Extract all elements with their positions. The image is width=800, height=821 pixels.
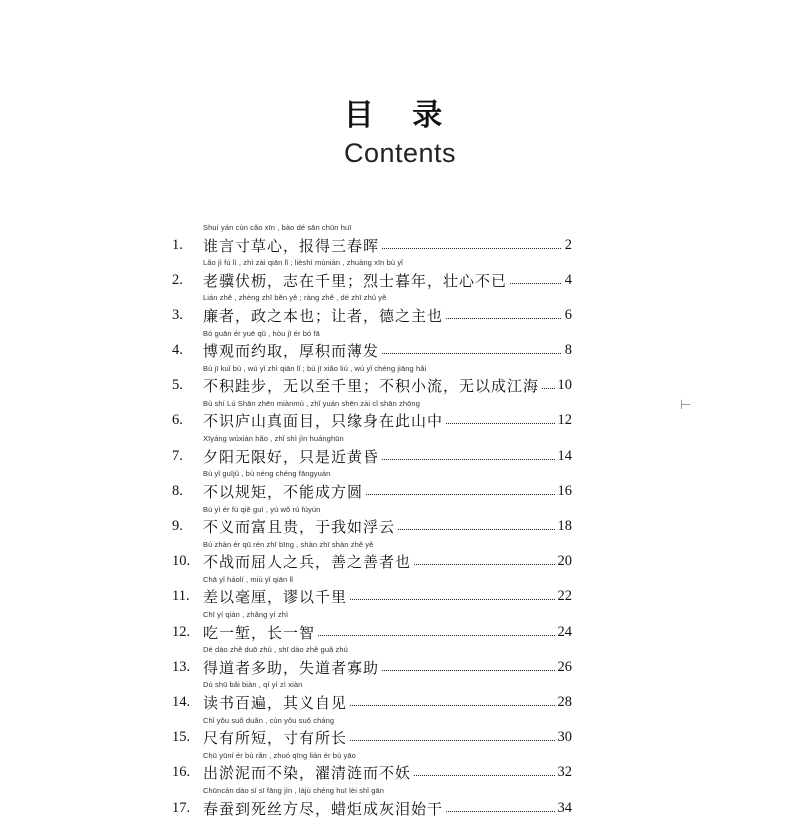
toc-entry[interactable] — [172, 645, 572, 680]
toc-entry-pinyin: Lián zhě , zhèng zhī běn yě ; ràng zhě , dé zhī zhǔ yě — [203, 293, 387, 303]
toc-entry-page-number: 34 — [557, 799, 572, 816]
toc-entry-title: 出淤泥而不染，濯清涟而不妖 — [203, 764, 412, 783]
toc-entry-page-number: 12 — [557, 412, 572, 429]
toc-entry-title: 夕阳无限好，只是近黄昏 — [203, 447, 380, 466]
toc-entry[interactable] — [172, 751, 572, 786]
toc-entry-pinyin: Bú zhàn ér qū rén zhī bīng , shàn zhī shàn zhě yě — [203, 539, 374, 549]
toc-entry-title: 不积跬步，无以至千里；不积小流，无以成江海 — [203, 377, 540, 396]
toc-entry-number: 7. — [172, 447, 183, 464]
toc-entry-number: 10. — [172, 553, 191, 570]
toc-entry-title: 尺有所短，寸有所长 — [203, 729, 348, 748]
toc-entry-number: 17. — [172, 799, 191, 816]
toc-entry-number: 6. — [172, 412, 183, 429]
toc-entry-pinyin: Bù jī kuǐ bù , wú yǐ zhì qiān lǐ ; bù jī xiǎo liú , wú yǐ chéng jiāng hǎi — [203, 363, 427, 373]
toc-entry-number: 5. — [172, 377, 183, 394]
toc-entry-pinyin: Bó guān ér yuē qǔ , hòu jī ér bó fā — [203, 328, 320, 338]
toc-entry[interactable] — [172, 258, 572, 293]
toc-entry-page-number: 30 — [557, 729, 572, 746]
toc-entry-title: 得道者多助，失道者寡助 — [203, 658, 380, 677]
dot-leader — [446, 811, 554, 812]
toc-entry-number: 16. — [172, 764, 191, 781]
toc-entry-page-number: 2 — [564, 236, 572, 253]
toc-entry-number: 11. — [172, 588, 190, 605]
toc-entry-title: 老骥伏枥，志在千里；烈士暮年，壮心不已 — [203, 271, 508, 290]
dot-leader — [510, 283, 561, 284]
toc-entry-page-number: 26 — [557, 658, 572, 675]
dot-leader — [414, 564, 554, 565]
toc-entry-title: 谁言寸草心，报得三春晖 — [203, 236, 380, 255]
table-of-contents — [172, 223, 572, 821]
toc-entry-pinyin: Lǎo jì fú lì , zhì zài qiān lǐ ; lièshì mùnián , zhuàng xīn bù yǐ — [203, 258, 403, 268]
toc-entry-page-number: 14 — [557, 447, 572, 464]
toc-entry-title: 不以规矩，不能成方圆 — [203, 482, 364, 501]
toc-entry-title: 差以毫厘，谬以千里 — [203, 588, 348, 607]
toc-entry-number: 9. — [172, 518, 183, 534]
toc-entry-page-number: 4 — [564, 271, 572, 288]
toc-entry-title: 廉者，政之本也；让者，德之主也 — [203, 306, 444, 325]
dot-leader — [398, 529, 554, 530]
toc-entry-pinyin: Dú shū bǎi biàn , qí yì zì xiàn — [203, 680, 303, 690]
toc-entry-pinyin: Bù shí Lú Shān zhēn miànmù , zhǐ yuán shēn zài cǐ shān zhōng — [203, 398, 420, 408]
toc-entry-pinyin: Dé dào zhě duō zhù , shī dào zhě guǎ zhù — [203, 645, 348, 655]
toc-entry-number: 2. — [172, 271, 183, 288]
dot-leader — [382, 248, 561, 249]
toc-entry-title: 博观而约取，厚积而薄发 — [203, 342, 380, 361]
toc-entry[interactable] — [172, 399, 572, 434]
toc-entry-pinyin: Chū yūní ér bù rǎn , zhuó qīng lián ér bù yāo — [203, 750, 356, 760]
toc-entry[interactable] — [172, 223, 572, 258]
toc-entry-pinyin: Xīyáng wúxiàn hǎo , zhǐ shì jìn huánghūn — [203, 434, 344, 444]
toc-entry[interactable] — [172, 505, 572, 540]
toc-entry[interactable] — [172, 575, 572, 610]
toc-entry-pinyin: Bù yǐ guījǔ , bù néng chéng fāngyuán — [203, 469, 331, 479]
toc-entry[interactable] — [172, 680, 572, 715]
toc-entry-title: 不义而富且贵，于我如浮云 — [203, 518, 396, 536]
toc-entry-pinyin: Shuí yán cùn cǎo xīn , bào dé sān chūn huī — [203, 223, 352, 232]
toc-entry[interactable] — [172, 329, 572, 364]
toc-entry-pinyin: Chī yí qiàn , zhǎng yí zhì — [203, 610, 289, 620]
toc-entry-page-number: 10 — [557, 377, 572, 394]
toc-entry[interactable] — [172, 786, 572, 821]
toc-entry[interactable] — [172, 610, 572, 645]
toc-entry-pinyin: Chā yǐ háolí , miù yǐ qiān lǐ — [203, 574, 294, 584]
toc-entry-page-number: 8 — [564, 342, 572, 359]
toc-entry-page-number: 24 — [557, 623, 572, 640]
toc-entry-title: 不战而屈人之兵，善之善者也 — [203, 553, 412, 572]
dot-leader — [382, 459, 554, 460]
dot-leader — [414, 775, 554, 776]
toc-entry-number: 14. — [172, 693, 191, 710]
toc-entry-page-number: 18 — [557, 518, 572, 534]
toc-entry-title: 不识庐山真面目，只缘身在此山中 — [203, 412, 444, 431]
dot-leader — [446, 423, 554, 424]
toc-entry-page-number: 22 — [557, 588, 572, 605]
toc-entry-page-number: 32 — [557, 764, 572, 781]
toc-entry-title: 吃一堑，长一智 — [203, 623, 316, 642]
dot-leader — [542, 388, 554, 389]
page-title-chinese: 目 录 — [343, 98, 457, 133]
toc-entry-page-number: 6 — [564, 306, 572, 323]
toc-entry-pinyin: Chūncán dào sǐ sī fāng jìn , làjù chéng huī lèi shǐ gān — [203, 786, 385, 795]
toc-entry-pinyin: Bù yì ér fù qiě guì , yú wǒ rú fúyún — [203, 504, 321, 514]
toc-entry-pinyin: Chǐ yǒu suǒ duǎn , cùn yǒu suǒ cháng — [203, 715, 335, 725]
dot-leader — [446, 318, 561, 319]
toc-entry-number: 15. — [172, 729, 191, 746]
toc-entry-title: 读书百遍，其义自见 — [203, 693, 348, 712]
toc-entry-number: 4. — [172, 342, 183, 359]
toc-entry-page-number: 28 — [557, 693, 572, 710]
toc-entry-title: 春蚕到死丝方尽，蜡炬成灰泪始干 — [203, 799, 444, 818]
toc-entry-page-number: 16 — [557, 482, 572, 499]
toc-entry[interactable] — [172, 364, 572, 399]
toc-entry-number: 13. — [172, 658, 191, 675]
margin-mark: ⊢ — [680, 398, 692, 413]
dot-leader — [350, 599, 554, 600]
dot-leader — [382, 670, 554, 671]
toc-entry[interactable] — [172, 540, 572, 575]
toc-entry-number: 3. — [172, 306, 183, 323]
toc-entry-number: 1. — [172, 236, 183, 253]
dot-leader — [350, 740, 554, 741]
toc-entry-number: 12. — [172, 623, 191, 640]
toc-entry[interactable] — [172, 469, 572, 504]
dot-leader — [350, 705, 554, 706]
toc-entry-number: 8. — [172, 482, 183, 499]
toc-entry[interactable] — [172, 716, 572, 751]
toc-entry[interactable] — [172, 293, 572, 328]
dot-leader — [318, 635, 554, 636]
toc-entry-page-number: 20 — [557, 553, 572, 570]
dot-leader — [382, 353, 561, 354]
toc-entry[interactable] — [172, 434, 572, 469]
dot-leader — [366, 494, 554, 495]
page-title-english: Contents — [343, 138, 457, 168]
